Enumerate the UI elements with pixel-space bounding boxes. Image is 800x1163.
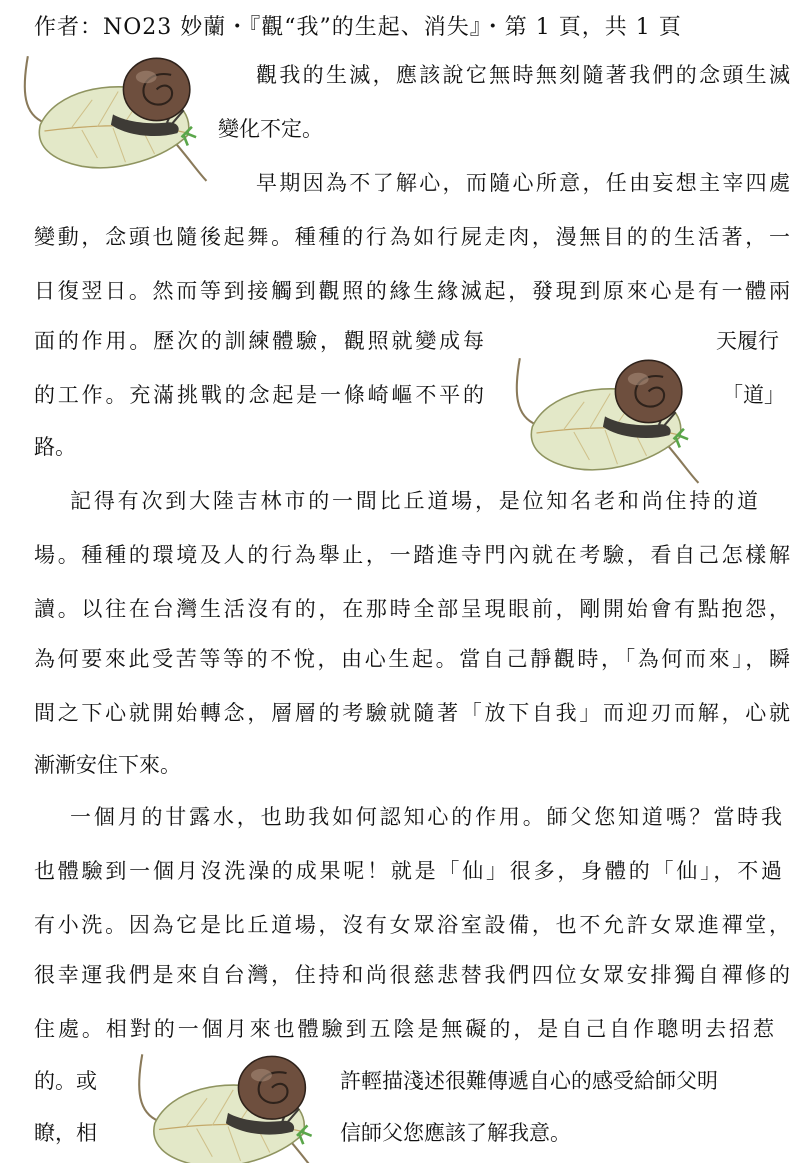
para2-line-3: 讀。以往在台灣生活沒有的，在那時全部呈現眼前，剛開始會有點抱怨， bbox=[34, 597, 790, 621]
para2-line-1: 記得有次到大陸吉林市的一間比丘道場，是位知名老和尚住持的道 bbox=[70, 489, 758, 513]
document-header: 作者：NO23 妙蘭・『觀“我”的生起、消失』・第 1 頁，共 1 頁 bbox=[34, 15, 682, 40]
para3-line-6b: 許輕描淺述很難傳遞自心的感受給師父明 bbox=[340, 1069, 718, 1093]
para3-line-6a: 的。或 bbox=[34, 1069, 97, 1093]
para3-line-7b: 信師父您應該了解我意。 bbox=[340, 1121, 571, 1145]
para1-line-2: 變動，念頭也隨後起舞。種種的行為如行屍走肉，漫無目的的生活著，一 bbox=[34, 225, 790, 249]
para3-line-2: 也體驗到一個月沒洗澡的成果呢！就是「仙」很多，身體的「仙」，不過 bbox=[34, 859, 782, 883]
intro-line-1: 觀我的生滅，應該說它無時無刻隨著我們的念頭生滅 bbox=[256, 63, 790, 87]
para1-line-4b: 天履行 bbox=[716, 329, 779, 353]
para1-line-6: 路。 bbox=[34, 435, 76, 459]
para3-line-3: 有小洗。因為它是比丘道場，沒有女眾浴室設備，也不允許女眾進禪堂， bbox=[34, 913, 790, 937]
para1-line-5a: 的工作。充滿挑戰的念起是一條崎嶇不平的 bbox=[34, 383, 484, 407]
para1-line-4a: 面的作用。歷次的訓練體驗，觀照就變成每 bbox=[34, 329, 484, 353]
snail-leaf-image-bottom bbox=[118, 1048, 338, 1163]
para3-line-7a: 瞭，相 bbox=[34, 1121, 97, 1145]
para2-line-2: 場。種種的環境及人的行為舉止，一踏進寺門內就在考驗，看自己怎樣解 bbox=[34, 543, 790, 567]
snail-leaf-image-top bbox=[8, 50, 218, 185]
snail-leaf-image-middle bbox=[500, 352, 710, 487]
intro-line-2: 變化不定。 bbox=[218, 117, 323, 141]
para3-line-4: 很幸運我們是來自台灣，住持和尚很慈悲替我們四位女眾安排獨自禪修的 bbox=[34, 963, 790, 987]
para2-line-5: 間之下心就開始轉念，層層的考驗就隨著「放下自我」而迎刃而解，心就 bbox=[34, 701, 790, 725]
para3-line-1: 一個月的甘露水，也助我如何認知心的作用。師父您知道嗎？當時我 bbox=[70, 805, 782, 829]
para1-line-1: 早期因為不了解心，而隨心所意，任由妄想主宰四處 bbox=[256, 171, 790, 195]
para1-line-5b: 「道」 bbox=[722, 383, 785, 407]
para2-line-6: 漸漸安住下來。 bbox=[34, 753, 181, 777]
para2-line-4: 為何要來此受苦等等的不悅，由心生起。當自己靜觀時，「為何而來」，瞬 bbox=[34, 647, 790, 671]
para1-line-3: 日復翌日。然而等到接觸到觀照的緣生緣滅起，發現到原來心是有一體兩 bbox=[34, 279, 790, 303]
para3-line-5: 住處。相對的一個月來也體驗到五陰是無礙的，是自己自作聰明去招惹 bbox=[34, 1017, 774, 1041]
